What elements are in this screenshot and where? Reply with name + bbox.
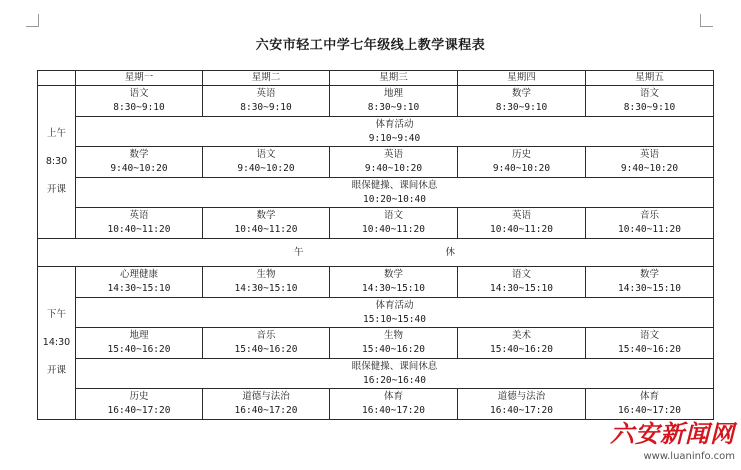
subject-name: 英语 — [256, 88, 276, 99]
class-time: 16:40~17:20 — [107, 405, 171, 416]
break-time: 15:10~15:40 — [363, 313, 426, 325]
schedule-table — [37, 70, 714, 420]
break-time: 10:20~10:40 — [363, 193, 426, 205]
subject-name: 体育 — [383, 391, 403, 402]
class-time: 14:30~15:10 — [234, 283, 298, 294]
class-cell — [76, 147, 203, 178]
table-row — [38, 208, 714, 239]
class-cell — [330, 328, 458, 359]
morning-session-label — [38, 86, 76, 239]
break-row — [38, 178, 714, 208]
class-cell — [330, 389, 458, 420]
class-time: 16:40~17:20 — [234, 405, 298, 416]
subject-name: 语文 — [383, 210, 403, 221]
noon-row — [38, 239, 714, 267]
noon-rest-cell — [38, 239, 714, 267]
class-time: 9:40~10:20 — [364, 163, 423, 174]
break-activity: 眼保健操、课间休息 — [351, 179, 438, 191]
noon-label-right: 休 — [445, 246, 458, 258]
session-name: 上午 — [46, 128, 66, 139]
class-time: 16:40~17:20 — [618, 405, 681, 416]
subject-name: 英语 — [511, 210, 531, 221]
day-header: 星期一 — [76, 71, 203, 86]
subject-name: 数学 — [129, 149, 149, 160]
subject-name: 历史 — [511, 149, 531, 160]
break-row — [38, 359, 714, 389]
break-row — [38, 298, 714, 328]
class-cell — [586, 208, 714, 239]
class-cell — [76, 208, 203, 239]
subject-name: 数学 — [511, 88, 531, 99]
class-time: 15:40~16:20 — [490, 344, 553, 355]
class-cell — [203, 267, 330, 298]
subject-name: 数学 — [639, 269, 659, 280]
class-cell — [586, 389, 714, 420]
break-cell — [76, 298, 714, 328]
session-start-time: 8:30 — [45, 156, 68, 167]
class-cell — [586, 147, 714, 178]
session-start-text: 开课 — [46, 184, 66, 195]
subject-name: 生物 — [383, 330, 403, 341]
class-time: 15:40~16:20 — [107, 344, 171, 355]
class-cell — [330, 208, 458, 239]
class-cell — [203, 328, 330, 359]
table-row — [38, 389, 714, 420]
class-cell — [203, 147, 330, 178]
class-cell — [330, 147, 458, 178]
class-time: 14:30~15:10 — [362, 283, 425, 294]
class-time: 14:30~15:10 — [107, 283, 171, 294]
class-time: 10:40~11:20 — [107, 224, 171, 235]
class-cell — [458, 389, 586, 420]
corner-cell — [38, 71, 76, 86]
class-cell — [458, 86, 586, 117]
subject-name: 道德与法治 — [242, 391, 290, 402]
break-activity: 体育活动 — [375, 299, 414, 311]
class-time: 15:40~16:20 — [234, 344, 298, 355]
class-time: 9:40~10:20 — [492, 163, 551, 174]
break-time: 16:20~16:40 — [363, 374, 426, 386]
class-cell — [586, 86, 714, 117]
class-cell — [586, 267, 714, 298]
class-time: 10:40~11:20 — [618, 224, 681, 235]
subject-name: 语文 — [129, 88, 149, 99]
subject-name: 地理 — [383, 88, 403, 99]
class-cell — [330, 86, 458, 117]
subject-name: 音乐 — [256, 330, 276, 341]
class-time: 9:40~10:20 — [110, 163, 168, 174]
day-header: 星期五 — [586, 71, 714, 86]
class-cell — [76, 86, 203, 117]
class-cell — [586, 328, 714, 359]
subject-name: 心理健康 — [119, 269, 158, 280]
class-cell — [76, 389, 203, 420]
class-cell — [458, 328, 586, 359]
class-time: 8:30~9:10 — [495, 102, 548, 113]
page-corner-mark-left — [26, 14, 39, 27]
subject-name: 音乐 — [639, 210, 659, 221]
subject-name: 生物 — [256, 269, 276, 280]
table-row — [38, 147, 714, 178]
subject-name: 美术 — [511, 330, 531, 341]
class-time: 8:30~9:10 — [367, 102, 420, 113]
class-cell — [203, 86, 330, 117]
break-time: 9:10~9:40 — [368, 132, 421, 144]
subject-name: 体育 — [639, 391, 659, 402]
subject-name: 地理 — [129, 330, 149, 341]
table-row — [38, 86, 714, 117]
subject-name: 英语 — [129, 210, 149, 221]
class-time: 14:30~15:10 — [490, 283, 553, 294]
class-time: 15:40~16:20 — [618, 344, 681, 355]
class-cell — [203, 389, 330, 420]
class-time: 8:30~9:10 — [240, 102, 292, 113]
break-activity: 体育活动 — [375, 118, 414, 130]
subject-name: 语文 — [256, 149, 276, 160]
class-time: 16:40~17:20 — [362, 405, 425, 416]
class-cell — [458, 147, 586, 178]
noon-label-left: 午 — [293, 246, 306, 258]
class-cell — [203, 208, 330, 239]
class-cell — [76, 328, 203, 359]
class-cell — [458, 267, 586, 298]
subject-name: 英语 — [383, 149, 403, 160]
subject-name: 语文 — [639, 330, 659, 341]
page-corner-mark-right — [700, 14, 713, 27]
table-row — [38, 328, 714, 359]
subject-name: 语文 — [511, 269, 531, 280]
subject-name: 英语 — [639, 149, 659, 160]
class-time: 16:40~17:20 — [490, 405, 553, 416]
break-cell — [76, 359, 714, 389]
class-cell — [76, 267, 203, 298]
class-time: 14:30~15:10 — [618, 283, 681, 294]
watermark-logo: 六安新闻网 — [610, 419, 735, 448]
page-title: 六安市轻工中学七年级线上教学课程表 — [255, 38, 486, 53]
break-activity: 眼保健操、课间休息 — [351, 360, 438, 372]
day-header: 星期三 — [330, 71, 458, 86]
header-row — [38, 71, 714, 86]
subject-name: 道德与法治 — [497, 391, 546, 402]
watermark-url: www.luaninfo.com — [643, 451, 735, 462]
class-time: 10:40~11:20 — [234, 224, 298, 235]
class-time: 8:30~9:10 — [623, 102, 676, 113]
class-time: 9:40~10:20 — [620, 163, 679, 174]
subject-name: 数学 — [256, 210, 276, 221]
session-start-text: 开课 — [46, 365, 66, 376]
class-time: 10:40~11:20 — [362, 224, 425, 235]
afternoon-session-label — [38, 267, 76, 420]
break-cell — [76, 178, 714, 208]
break-row — [38, 117, 714, 147]
session-name: 下午 — [46, 309, 66, 320]
subject-name: 历史 — [129, 391, 149, 402]
break-cell — [76, 117, 714, 147]
day-header: 星期四 — [458, 71, 586, 86]
class-cell — [330, 267, 458, 298]
subject-name: 数学 — [383, 269, 403, 280]
day-header: 星期二 — [203, 71, 330, 86]
class-time: 15:40~16:20 — [362, 344, 425, 355]
subject-name: 语文 — [639, 88, 659, 99]
table-row — [38, 267, 714, 298]
class-time: 8:30~9:10 — [113, 102, 165, 113]
class-time: 9:40~10:20 — [237, 163, 295, 174]
class-time: 10:40~11:20 — [490, 224, 553, 235]
class-cell — [458, 208, 586, 239]
session-start-time: 14:30 — [42, 337, 71, 348]
